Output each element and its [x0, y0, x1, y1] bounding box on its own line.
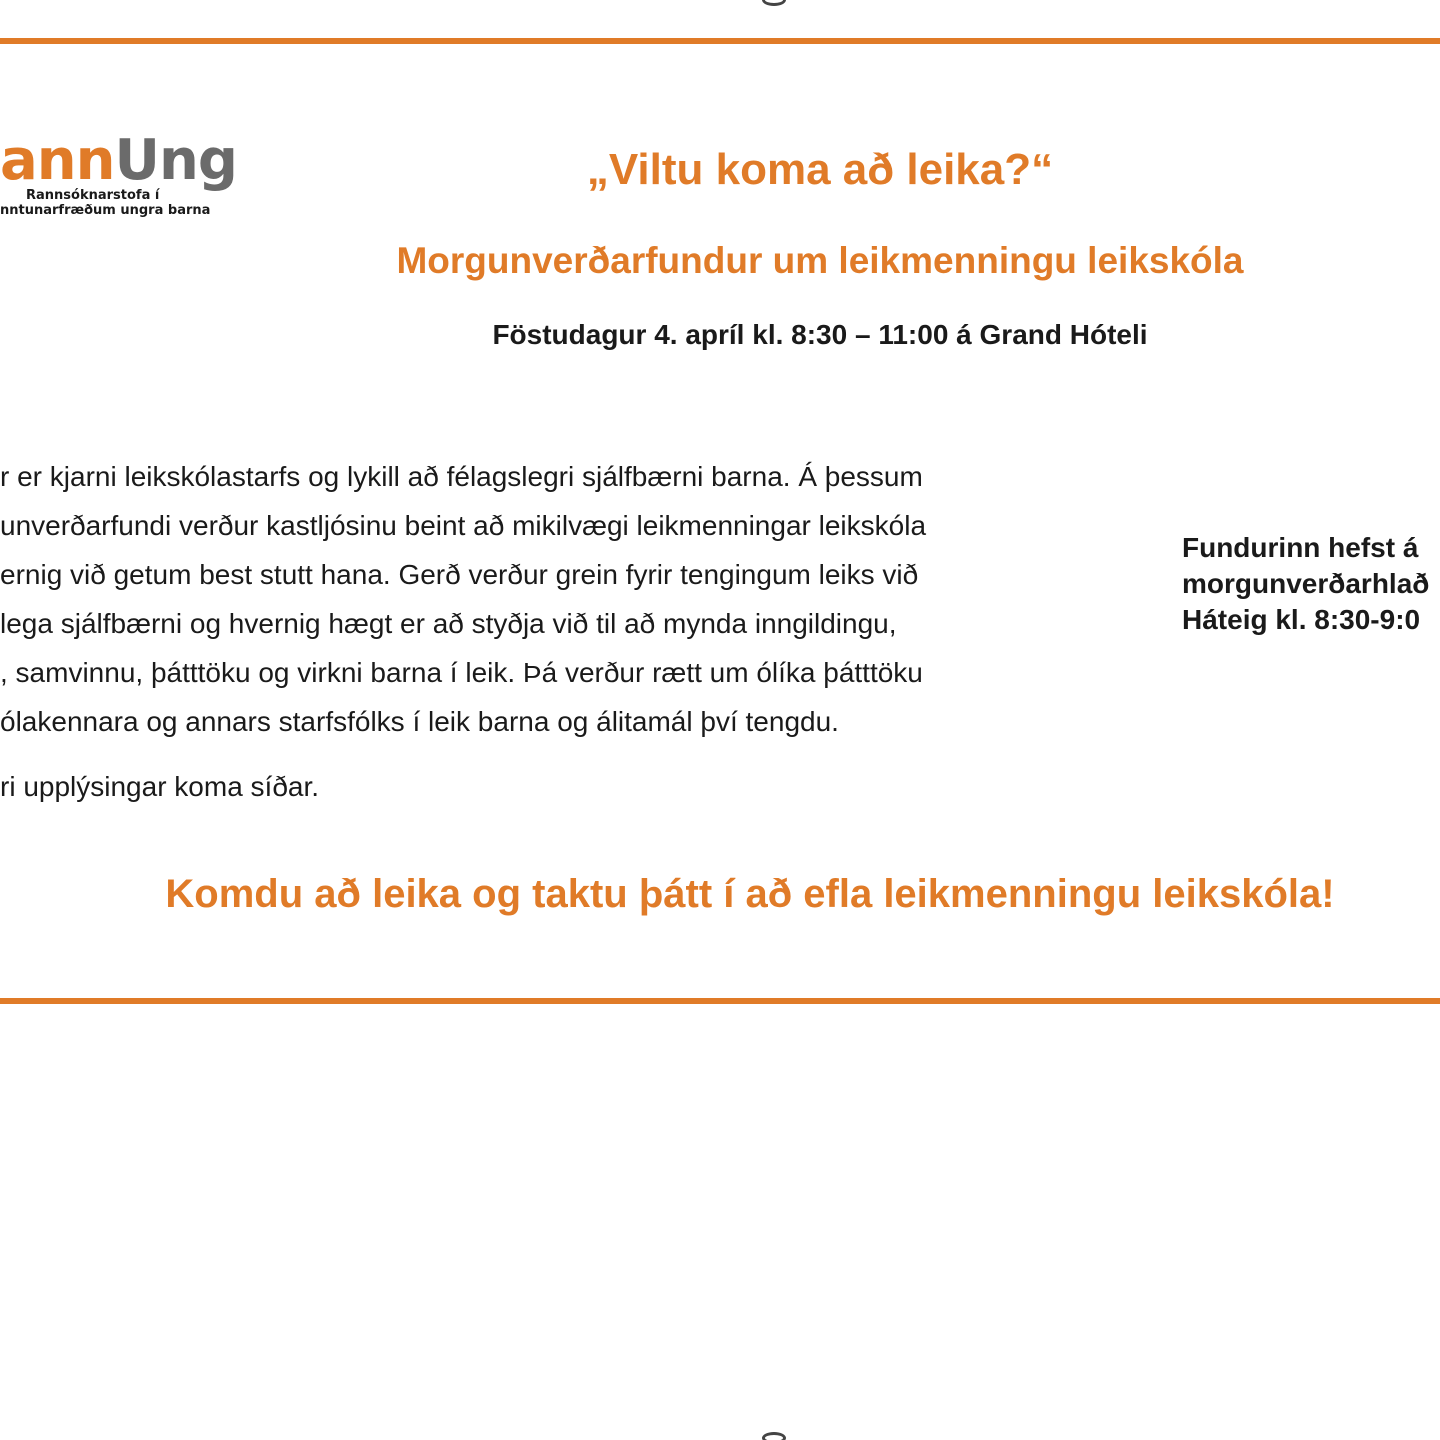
- circle-mark-bottom: [762, 1432, 786, 1440]
- more-info-note: ri upplýsingar koma síðar.: [0, 771, 320, 802]
- logo-wordmark-gray: Ung: [114, 128, 237, 193]
- logo-subtitle-line2: nntunarfræðum ungra barna: [0, 203, 211, 218]
- description-line: r er kjarni leikskólastarfs og lykill að félagslegri sjálfbærni barna. Á þessum: [0, 461, 923, 492]
- logo: [0, 128, 260, 228]
- event-subtitle: Morgunverðarfundur um leikmenningu leikskóla: [396, 240, 1244, 281]
- circle-mark-top: [762, 0, 786, 6]
- logo-subtitle-line1: Rannsóknarstofa í: [26, 188, 160, 203]
- description-line: ólakennara og annars starfsfólks í leik barna og álitamál því tengdu.: [0, 706, 839, 737]
- event-title: „Viltu koma að leika?“: [586, 145, 1054, 194]
- call-to-action: Komdu að leika og taktu þátt í að efla leikmenningu leikskóla!: [165, 872, 1335, 916]
- event-date-location: Föstudagur 4. apríl kl. 8:30 – 11:00 á Grand Hóteli: [492, 319, 1148, 350]
- event-description: [0, 452, 1120, 746]
- sidenote-line: Fundurinn hefst á: [1182, 532, 1419, 563]
- description-line: lega sjálfbærni og hvernig hægt er að styðja við til að mynda inngildingu,: [0, 608, 897, 639]
- sidenote-line: Háteig kl. 8:30-9:0: [1182, 604, 1421, 635]
- logo-wordmark: [0, 128, 237, 194]
- description-line: , samvinnu, þátttöku og virkni barna í leik. Þá verður rætt um ólíka þátttöku: [0, 657, 923, 688]
- logo-wordmark-orange: ann: [0, 128, 115, 193]
- description-line: ernig við getum best stutt hana. Gerð verður grein fyrir tengingum leiks við: [0, 559, 919, 590]
- description-line: unverðarfundi verður kastljósinu beint að mikilvægi leikmenningar leikskóla: [0, 510, 927, 541]
- bottom-orange-rule: [0, 998, 1440, 1004]
- top-orange-rule: [0, 38, 1440, 44]
- breakfast-sidenote: [1182, 530, 1440, 638]
- sidenote-line: morgunverðarhlað: [1182, 568, 1430, 599]
